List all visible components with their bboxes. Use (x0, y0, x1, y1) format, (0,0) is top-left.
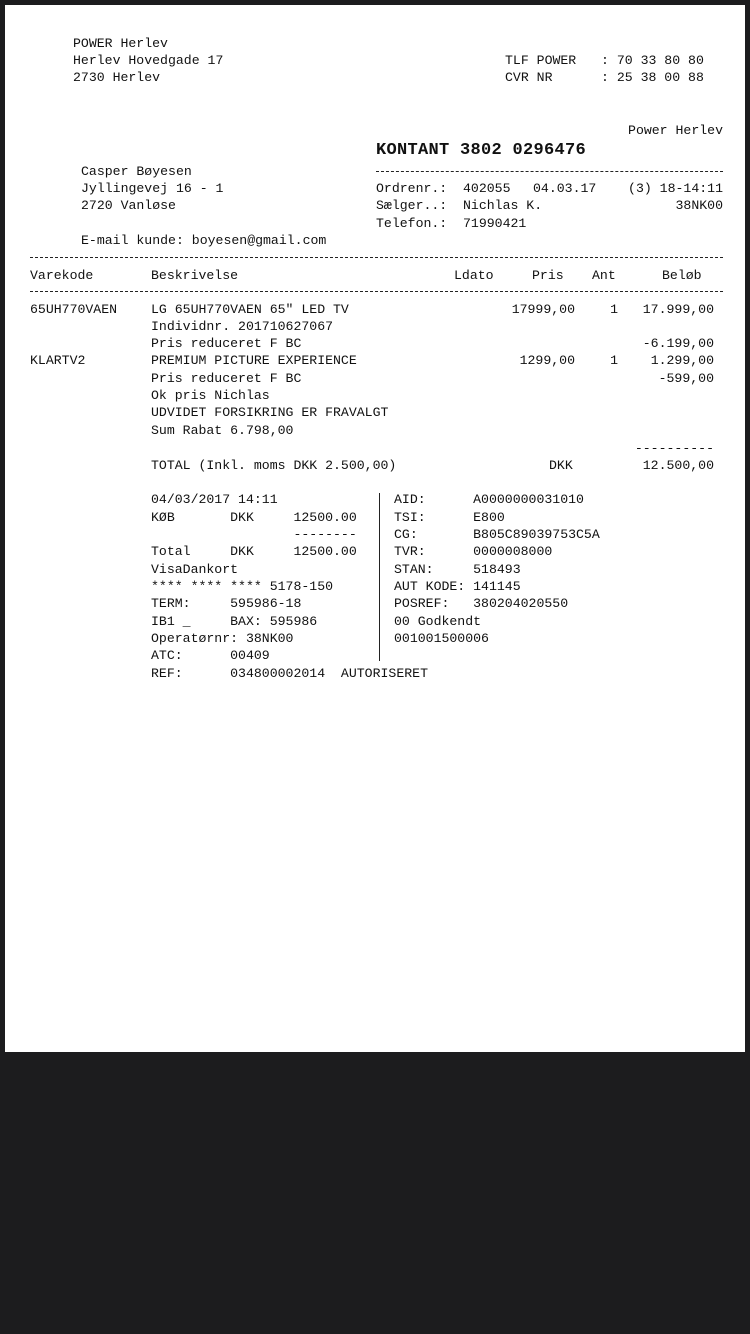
item-desc: Pris reduceret F BC (151, 336, 302, 351)
customer-email: E-mail kunde: boyesen@gmail.com (81, 233, 327, 248)
customer-name: Casper Bøyesen (81, 164, 192, 179)
payment-line: AID: A0000000031010 (394, 492, 584, 507)
receipt-title: KONTANT 3802 0296476 (376, 141, 587, 160)
item-amount: 1.299,00 (650, 353, 714, 368)
col-belob: Beløb (662, 268, 702, 283)
payment-line: REF: 034800002014 AUTORISERET (151, 666, 428, 681)
col-beskrivelse: Beskrivelse (151, 268, 239, 283)
cvr-label: CVR NR (505, 70, 553, 85)
payment-line: 001001500006 (394, 631, 489, 646)
order-number: 402055 (463, 181, 511, 196)
total-underline: ---------- (634, 441, 714, 456)
payment-line: POSREF: 380204020550 (394, 596, 569, 611)
col-pris: Pris (532, 268, 564, 283)
payment-line: 04/03/2017 14:11 (151, 492, 278, 507)
operator-code: 38NK00 (675, 198, 723, 213)
payment-line: TERM: 595986-18 (151, 596, 302, 611)
item-desc: Sum Rabat 6.798,00 (151, 423, 294, 438)
item-amount: 17.999,00 (642, 302, 714, 317)
payment-line: STAN: 518493 (394, 562, 521, 577)
branch-name: Power Herlev (628, 123, 723, 138)
tlf-value: : 70 33 80 80 (601, 53, 704, 68)
item-price: 17999,00 (511, 302, 575, 317)
payment-line: AUT KODE: 141145 (394, 579, 521, 594)
total-amount: 12.500,00 (642, 458, 714, 473)
order-date: 04.03.17 (533, 181, 597, 196)
order-divider (376, 171, 723, 172)
item-desc: LG 65UH770VAEN 65" LED TV (151, 302, 349, 317)
item-desc: Individnr. 201710627067 (151, 319, 334, 334)
item-desc: UDVIDET FORSIKRING ER FRAVALGT (151, 405, 389, 420)
payment-line: TVR: 0000008000 (394, 544, 553, 559)
cvr-value: : 25 38 00 88 (601, 70, 704, 85)
payment-line: -------- (151, 527, 357, 542)
payment-line: 00 Godkendt (394, 614, 482, 629)
order-label: Ordrenr.: (376, 181, 448, 196)
item-code: 65UH770VAEN (30, 302, 118, 317)
col-varekode: Varekode (30, 268, 94, 283)
item-code: KLARTV2 (30, 353, 86, 368)
store-address: Herlev Hovedgade 17 (73, 53, 224, 68)
total-currency: DKK (549, 458, 573, 473)
seller-label: Sælger..: (376, 198, 448, 213)
payment-line: TSI: E800 (394, 510, 505, 525)
header-divider-bottom (30, 291, 723, 292)
item-price: 1299,00 (519, 353, 575, 368)
store-name: POWER Herlev (73, 36, 168, 51)
item-qty: 1 (610, 353, 618, 368)
seller-name: Nichlas K. (463, 198, 543, 213)
payment-separator (379, 493, 380, 661)
item-amount: -599,00 (658, 371, 714, 386)
payment-line: IB1 _ BAX: 595986 (151, 614, 318, 629)
header-divider-top (30, 257, 723, 258)
payment-line: Total DKK 12500.00 (151, 544, 357, 559)
phone-number: 71990421 (463, 216, 527, 231)
item-desc: Pris reduceret F BC (151, 371, 302, 386)
receipt-paper (5, 5, 745, 1052)
payment-line: **** **** **** 5178-150 (151, 579, 334, 594)
item-amount: -6.199,00 (642, 336, 714, 351)
phone-label: Telefon.: (376, 216, 448, 231)
payment-line: KØB DKK 12500.00 (151, 510, 357, 525)
store-city: 2730 Herlev (73, 70, 161, 85)
col-ant: Ant (592, 268, 616, 283)
item-qty: 1 (610, 302, 618, 317)
col-ldato: Ldato (454, 268, 494, 283)
payment-line: ATC: 00409 (151, 648, 270, 663)
payment-line: VisaDankort (151, 562, 239, 577)
payment-line: CG: B805C89039753C5A (394, 527, 600, 542)
item-desc: PREMIUM PICTURE EXPERIENCE (151, 353, 357, 368)
tlf-label: TLF POWER (505, 53, 577, 68)
total-label: TOTAL (Inkl. moms DKK 2.500,00) (151, 458, 397, 473)
payment-line: Operatørnr: 38NK00 (151, 631, 294, 646)
order-time: (3) 18-14:11 (628, 181, 723, 196)
customer-street: Jyllingevej 16 - 1 (81, 181, 224, 196)
item-desc: Ok pris Nichlas (151, 388, 270, 403)
customer-city: 2720 Vanløse (81, 198, 176, 213)
